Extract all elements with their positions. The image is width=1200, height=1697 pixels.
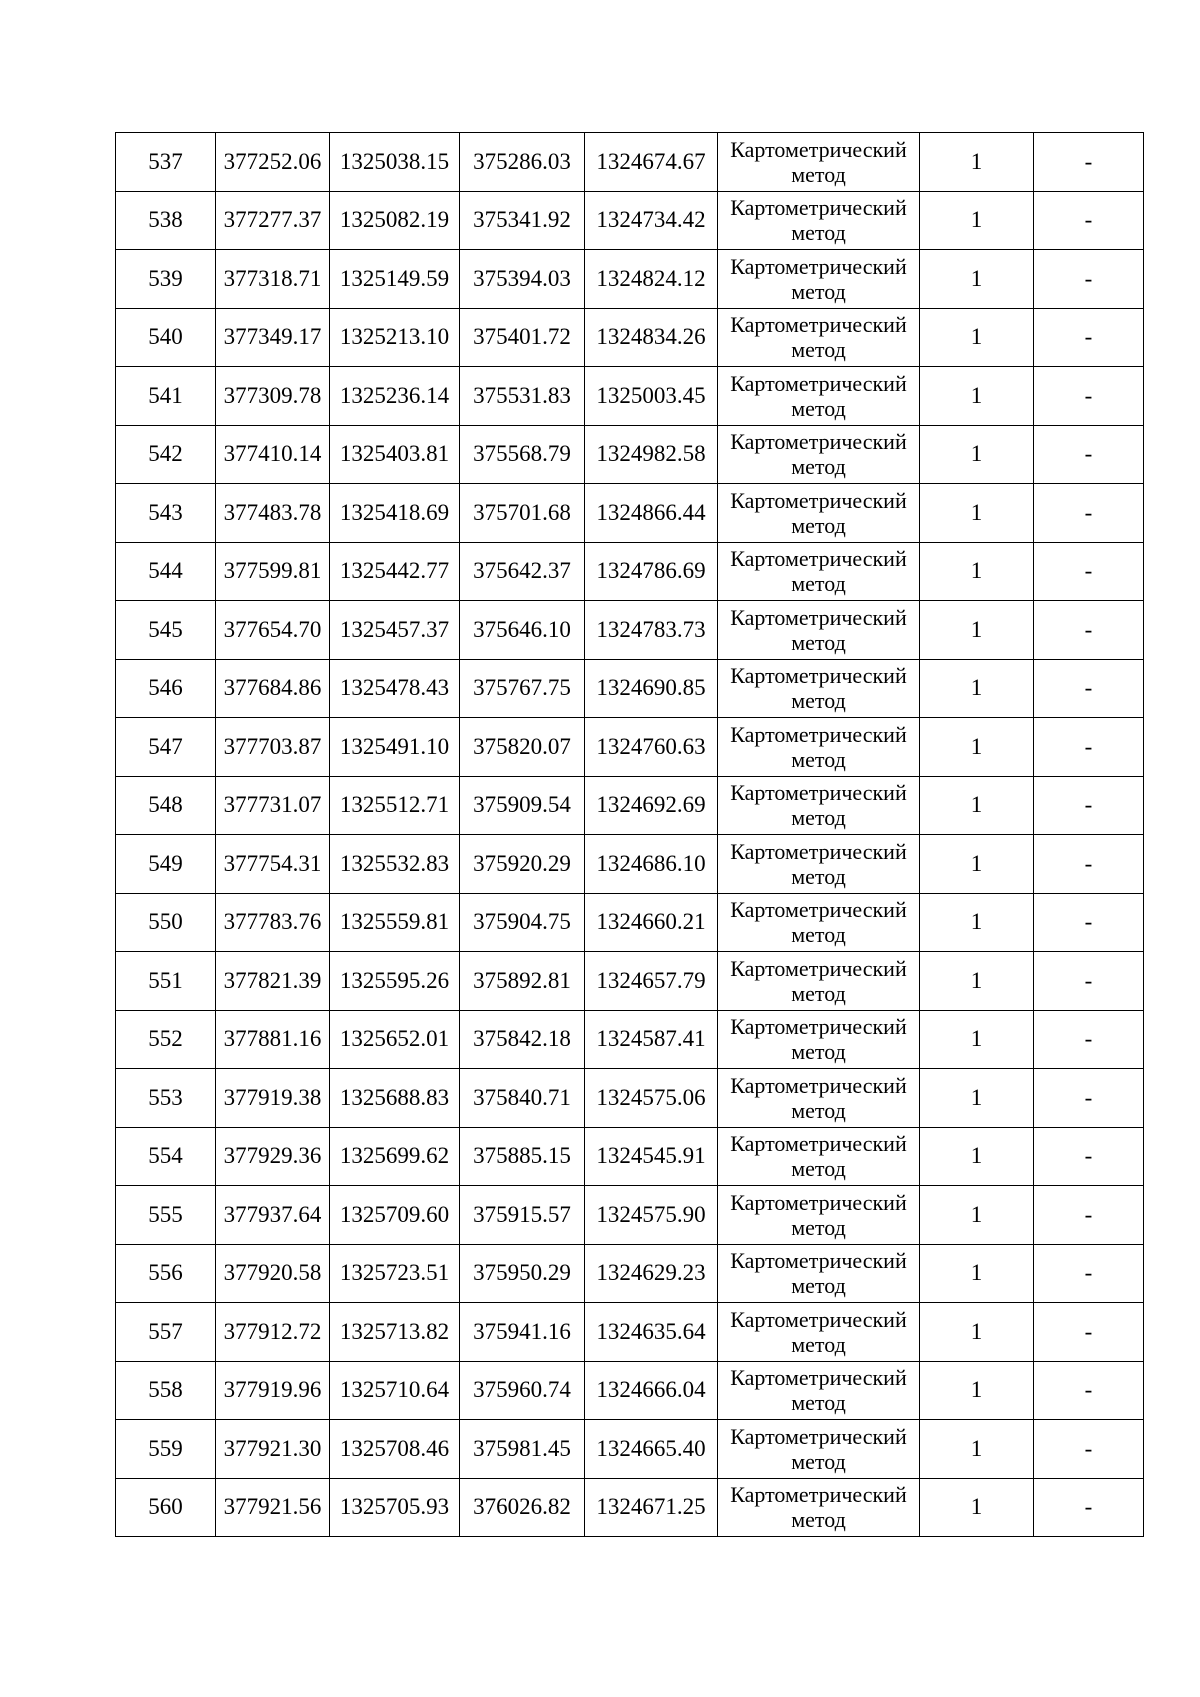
new-x-cell: 376026.82 [460,1478,585,1537]
existing-y-cell: 1325709.60 [330,1186,460,1245]
existing-x-cell: 377921.56 [216,1478,330,1537]
method-cell: Картометрический метод [718,1303,920,1362]
note-cell: - [1034,308,1144,367]
new-y-cell: 1324629.23 [585,1244,718,1303]
method-cell: Картометрический метод [718,425,920,484]
point-number-cell: 548 [116,776,216,835]
new-x-cell: 375767.75 [460,659,585,718]
existing-y-cell: 1325082.19 [330,191,460,250]
new-x-cell: 375915.57 [460,1186,585,1245]
method-cell: Картометрический метод [718,776,920,835]
new-x-cell: 375701.68 [460,484,585,543]
table-row [116,1420,1144,1479]
table-row [116,484,1144,543]
method-cell: Картометрический метод [718,1186,920,1245]
table-row [116,1069,1144,1128]
point-number-cell: 543 [116,484,216,543]
accuracy-cell: 1 [920,250,1034,309]
table-row [116,718,1144,777]
point-number-cell: 538 [116,191,216,250]
existing-x-cell: 377783.76 [216,893,330,952]
table-row [116,601,1144,660]
accuracy-cell: 1 [920,1303,1034,1362]
existing-x-cell: 377410.14 [216,425,330,484]
accuracy-cell: 1 [920,776,1034,835]
table-row [116,191,1144,250]
new-y-cell: 1324786.69 [585,542,718,601]
existing-x-cell: 377349.17 [216,308,330,367]
accuracy-cell: 1 [920,893,1034,952]
existing-y-cell: 1325705.93 [330,1478,460,1537]
existing-y-cell: 1325236.14 [330,367,460,426]
existing-y-cell: 1325403.81 [330,425,460,484]
point-number-cell: 539 [116,250,216,309]
note-cell: - [1034,601,1144,660]
point-number-cell: 541 [116,367,216,426]
existing-x-cell: 377309.78 [216,367,330,426]
existing-x-cell: 377821.39 [216,952,330,1011]
note-cell: - [1034,542,1144,601]
note-cell: - [1034,1069,1144,1128]
existing-x-cell: 377599.81 [216,542,330,601]
table-row [116,1303,1144,1362]
point-number-cell: 558 [116,1361,216,1420]
method-cell: Картометрический метод [718,1127,920,1186]
existing-y-cell: 1325457.37 [330,601,460,660]
point-number-cell: 556 [116,1244,216,1303]
existing-y-cell: 1325038.15 [330,133,460,192]
new-x-cell: 375568.79 [460,425,585,484]
existing-y-cell: 1325478.43 [330,659,460,718]
new-x-cell: 375885.15 [460,1127,585,1186]
existing-x-cell: 377318.71 [216,250,330,309]
new-y-cell: 1325003.45 [585,367,718,426]
existing-x-cell: 377754.31 [216,835,330,894]
existing-y-cell: 1325491.10 [330,718,460,777]
note-cell: - [1034,659,1144,718]
accuracy-cell: 1 [920,659,1034,718]
note-cell: - [1034,1186,1144,1245]
accuracy-cell: 1 [920,1244,1034,1303]
point-number-cell: 555 [116,1186,216,1245]
method-cell: Картометрический метод [718,1010,920,1069]
accuracy-cell: 1 [920,1069,1034,1128]
accuracy-cell: 1 [920,835,1034,894]
existing-y-cell: 1325713.82 [330,1303,460,1362]
new-x-cell: 375892.81 [460,952,585,1011]
new-y-cell: 1324674.67 [585,133,718,192]
new-y-cell: 1324834.26 [585,308,718,367]
note-cell: - [1034,952,1144,1011]
new-y-cell: 1324686.10 [585,835,718,894]
point-number-cell: 559 [116,1420,216,1479]
existing-y-cell: 1325595.26 [330,952,460,1011]
method-cell: Картометрический метод [718,1420,920,1479]
existing-y-cell: 1325688.83 [330,1069,460,1128]
point-number-cell: 560 [116,1478,216,1537]
point-number-cell: 553 [116,1069,216,1128]
point-number-cell: 551 [116,952,216,1011]
accuracy-cell: 1 [920,1186,1034,1245]
new-x-cell: 375642.37 [460,542,585,601]
point-number-cell: 550 [116,893,216,952]
new-y-cell: 1324982.58 [585,425,718,484]
note-cell: - [1034,1244,1144,1303]
existing-x-cell: 377731.07 [216,776,330,835]
accuracy-cell: 1 [920,542,1034,601]
table-row [116,308,1144,367]
method-cell: Картометрический метод [718,952,920,1011]
accuracy-cell: 1 [920,1010,1034,1069]
new-y-cell: 1324665.40 [585,1420,718,1479]
note-cell: - [1034,1303,1144,1362]
table-row [116,659,1144,718]
table-row [116,133,1144,192]
accuracy-cell: 1 [920,1127,1034,1186]
new-y-cell: 1324760.63 [585,718,718,777]
note-cell: - [1034,133,1144,192]
note-cell: - [1034,776,1144,835]
new-y-cell: 1324635.64 [585,1303,718,1362]
table-row [116,1478,1144,1537]
new-y-cell: 1324657.79 [585,952,718,1011]
method-cell: Картометрический метод [718,835,920,894]
method-cell: Картометрический метод [718,308,920,367]
existing-x-cell: 377919.96 [216,1361,330,1420]
new-x-cell: 375531.83 [460,367,585,426]
new-y-cell: 1324866.44 [585,484,718,543]
table-row [116,835,1144,894]
new-y-cell: 1324587.41 [585,1010,718,1069]
method-cell: Картометрический метод [718,367,920,426]
point-number-cell: 554 [116,1127,216,1186]
existing-y-cell: 1325559.81 [330,893,460,952]
new-y-cell: 1324734.42 [585,191,718,250]
point-number-cell: 549 [116,835,216,894]
note-cell: - [1034,1361,1144,1420]
new-y-cell: 1324783.73 [585,601,718,660]
note-cell: - [1034,893,1144,952]
new-y-cell: 1324660.21 [585,893,718,952]
existing-x-cell: 377920.58 [216,1244,330,1303]
accuracy-cell: 1 [920,1361,1034,1420]
method-cell: Картометрический метод [718,1478,920,1537]
point-number-cell: 542 [116,425,216,484]
point-number-cell: 546 [116,659,216,718]
table-row [116,250,1144,309]
new-y-cell: 1324692.69 [585,776,718,835]
existing-x-cell: 377929.36 [216,1127,330,1186]
existing-x-cell: 377937.64 [216,1186,330,1245]
new-x-cell: 375941.16 [460,1303,585,1362]
new-x-cell: 375920.29 [460,835,585,894]
new-y-cell: 1324575.90 [585,1186,718,1245]
new-x-cell: 375286.03 [460,133,585,192]
point-number-cell: 537 [116,133,216,192]
method-cell: Картометрический метод [718,601,920,660]
method-cell: Картометрический метод [718,1361,920,1420]
new-y-cell: 1324824.12 [585,250,718,309]
new-x-cell: 375401.72 [460,308,585,367]
new-y-cell: 1324671.25 [585,1478,718,1537]
table-row [116,425,1144,484]
new-y-cell: 1324666.04 [585,1361,718,1420]
new-x-cell: 375842.18 [460,1010,585,1069]
coordinates-table-body [116,133,1144,1537]
existing-x-cell: 377277.37 [216,191,330,250]
accuracy-cell: 1 [920,367,1034,426]
existing-y-cell: 1325710.64 [330,1361,460,1420]
note-cell: - [1034,425,1144,484]
table-row [116,1127,1144,1186]
note-cell: - [1034,1010,1144,1069]
accuracy-cell: 1 [920,425,1034,484]
existing-x-cell: 377881.16 [216,1010,330,1069]
note-cell: - [1034,1478,1144,1537]
existing-y-cell: 1325699.62 [330,1127,460,1186]
existing-y-cell: 1325532.83 [330,835,460,894]
new-x-cell: 375820.07 [460,718,585,777]
accuracy-cell: 1 [920,308,1034,367]
existing-x-cell: 377703.87 [216,718,330,777]
accuracy-cell: 1 [920,1478,1034,1537]
new-x-cell: 375909.54 [460,776,585,835]
existing-y-cell: 1325442.77 [330,542,460,601]
table-row [116,542,1144,601]
note-cell: - [1034,367,1144,426]
method-cell: Картометрический метод [718,1244,920,1303]
accuracy-cell: 1 [920,191,1034,250]
new-x-cell: 375394.03 [460,250,585,309]
point-number-cell: 540 [116,308,216,367]
method-cell: Картометрический метод [718,659,920,718]
note-cell: - [1034,1127,1144,1186]
existing-x-cell: 377921.30 [216,1420,330,1479]
existing-x-cell: 377919.38 [216,1069,330,1128]
note-cell: - [1034,191,1144,250]
existing-x-cell: 377483.78 [216,484,330,543]
existing-x-cell: 377912.72 [216,1303,330,1362]
note-cell: - [1034,250,1144,309]
point-number-cell: 552 [116,1010,216,1069]
existing-y-cell: 1325652.01 [330,1010,460,1069]
existing-y-cell: 1325512.71 [330,776,460,835]
accuracy-cell: 1 [920,718,1034,777]
new-x-cell: 375840.71 [460,1069,585,1128]
new-x-cell: 375981.45 [460,1420,585,1479]
new-x-cell: 375960.74 [460,1361,585,1420]
method-cell: Картометрический метод [718,484,920,543]
note-cell: - [1034,718,1144,777]
table-row [116,952,1144,1011]
new-y-cell: 1324575.06 [585,1069,718,1128]
table-row [116,1361,1144,1420]
table-row [116,1244,1144,1303]
table-row [116,367,1144,426]
new-y-cell: 1324545.91 [585,1127,718,1186]
method-cell: Картометрический метод [718,133,920,192]
existing-x-cell: 377684.86 [216,659,330,718]
existing-y-cell: 1325708.46 [330,1420,460,1479]
method-cell: Картометрический метод [718,542,920,601]
point-number-cell: 557 [116,1303,216,1362]
existing-x-cell: 377252.06 [216,133,330,192]
point-number-cell: 545 [116,601,216,660]
existing-x-cell: 377654.70 [216,601,330,660]
method-cell: Картометрический метод [718,718,920,777]
existing-y-cell: 1325418.69 [330,484,460,543]
table-row [116,1010,1144,1069]
method-cell: Картометрический метод [718,191,920,250]
existing-y-cell: 1325149.59 [330,250,460,309]
new-x-cell: 375646.10 [460,601,585,660]
note-cell: - [1034,484,1144,543]
new-x-cell: 375904.75 [460,893,585,952]
method-cell: Картометрический метод [718,250,920,309]
coordinates-table [115,132,1144,1537]
new-x-cell: 375341.92 [460,191,585,250]
new-y-cell: 1324690.85 [585,659,718,718]
method-cell: Картометрический метод [718,1069,920,1128]
note-cell: - [1034,835,1144,894]
accuracy-cell: 1 [920,601,1034,660]
note-cell: - [1034,1420,1144,1479]
accuracy-cell: 1 [920,1420,1034,1479]
table-row [116,1186,1144,1245]
accuracy-cell: 1 [920,484,1034,543]
point-number-cell: 547 [116,718,216,777]
new-x-cell: 375950.29 [460,1244,585,1303]
table-row [116,893,1144,952]
table-row [116,776,1144,835]
point-number-cell: 544 [116,542,216,601]
method-cell: Картометрический метод [718,893,920,952]
existing-y-cell: 1325213.10 [330,308,460,367]
accuracy-cell: 1 [920,952,1034,1011]
existing-y-cell: 1325723.51 [330,1244,460,1303]
accuracy-cell: 1 [920,133,1034,192]
